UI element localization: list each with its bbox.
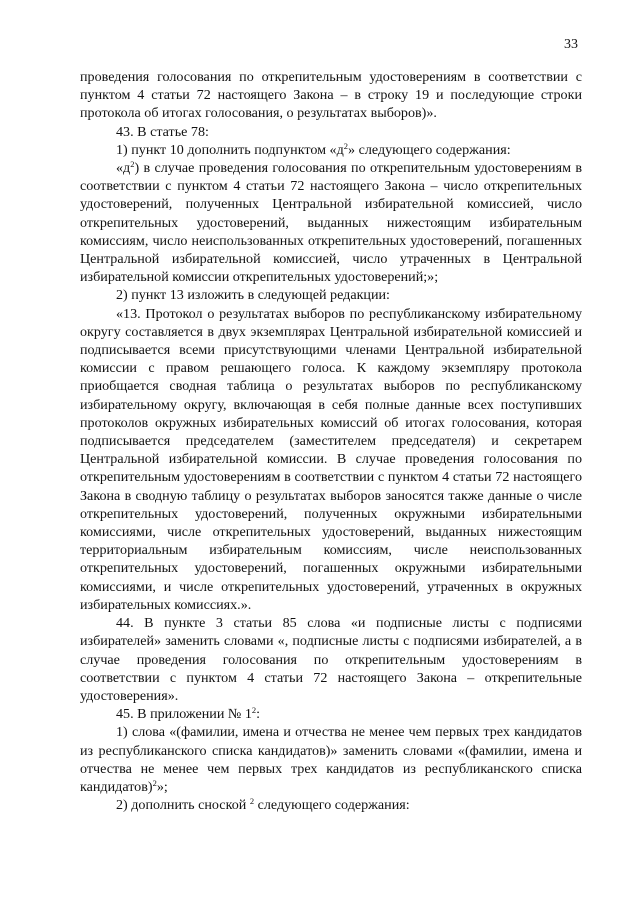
superscript: 2 [152, 777, 157, 788]
superscript: 2 [130, 159, 135, 170]
paragraph: 2) пункт 13 изложить в следующей редакции: [116, 287, 390, 304]
paragraph-text: 1) пункт 10 дополнить подпунктом «д [116, 141, 344, 158]
paragraph [80, 723, 582, 796]
quoted-subpoint [80, 159, 582, 286]
page-number: 33 [564, 37, 578, 52]
paragraph-text: ) в случае проведения голосования по открепительным удостоверениям в соответствии с пунктом 4 статьи 72 настоящего Закона – число открепительных удостоверений, полученных Центральной избирательной комиссией, число открепительных удостоверений, выданных нижестоящим избирательным комиссиям, число неиспользованных открепительных удостоверений, погашенных Центральной избирательной комиссией, число утраченных в Центральной избирательной комиссии открепительных удостоверений;»; [80, 160, 582, 286]
paragraph-text: следующего содержания: [254, 797, 410, 814]
paragraph-text: » следующего содержания: [348, 141, 511, 158]
superscript: 2 [249, 796, 255, 807]
paragraph: проведения голосования по открепительным удостоверениям в соответствии с пунктом 4 статьи 72 настоящего Закона – в строку 19 и последующие строки протокола об итогах голосования, о результатах выборов)». [80, 69, 582, 122]
paragraph-text: : [256, 706, 261, 723]
article-heading: 44. В пункте 3 статьи 85 слова «и подписные листы с подписями избирателей» заменить словами «, подписные листы с подписями избирателей, а в случае проведения голосования по открепительным удостоверениям в соответствии с пунктом 4 статьи 72 настоящего Закона – открепительные удостоверения». [80, 615, 582, 704]
paragraph-text: «д [116, 160, 131, 177]
paragraph [80, 141, 582, 159]
paragraph-text: »; [156, 778, 168, 795]
paragraph-text: 1) слова «(фамилии, имена и отчества не менее чем первых трех кандидатов из республиканского списка кандидатов)» заменить словами «(фамилии, имена и отчества не менее чем первых трех кандидатов из республиканского списка кандидатов) [80, 724, 582, 795]
document-body [80, 68, 582, 814]
superscript: 2 [251, 705, 257, 716]
article-heading [80, 705, 582, 723]
paragraph-text: 45. В приложении № 1 [116, 706, 252, 723]
superscript: 2 [343, 140, 349, 151]
paragraph-text: 2) дополнить сноской [116, 797, 250, 814]
paragraph [80, 796, 582, 814]
article-heading: 43. В статье 78: [116, 123, 209, 140]
quoted-paragraph: «13. Протокол о результатах выборов по республиканскому избирательному округу составляется в двух экземплярах Центральной избирательной комиссией и подписывается всеми присутствующими членами Центральной избирательной комиссии с правом решающего голоса. К каждому экземпляру протокола приобщается сводная таблица о результатах выборов по республиканскому избирательному округу, включающая в себя полные данные всех поступивших протоколов окружных избирательных комиссий об итогах голосования, которая подписывается председателем (заместителем председателя) и секретарем Центральной избирательной комиссии. В случае проведения голосования по открепительным удостоверениям в соответствии с пунктом 4 статьи 72 настоящего Закона в сводную таблицу о результатах выборов заносятся также данные о числе открепительных удостоверений, полученных окружными избирательными комиссиями, числе открепительных удостоверений, выданных нижестоящим территориальным избирательным комиссиям, числе неиспользованных открепительных удостоверений, погашенных окружными избирательными комиссиями, и числе открепительных удостоверений, утраченных в окружных избирательных комиссиях.». [80, 305, 582, 613]
